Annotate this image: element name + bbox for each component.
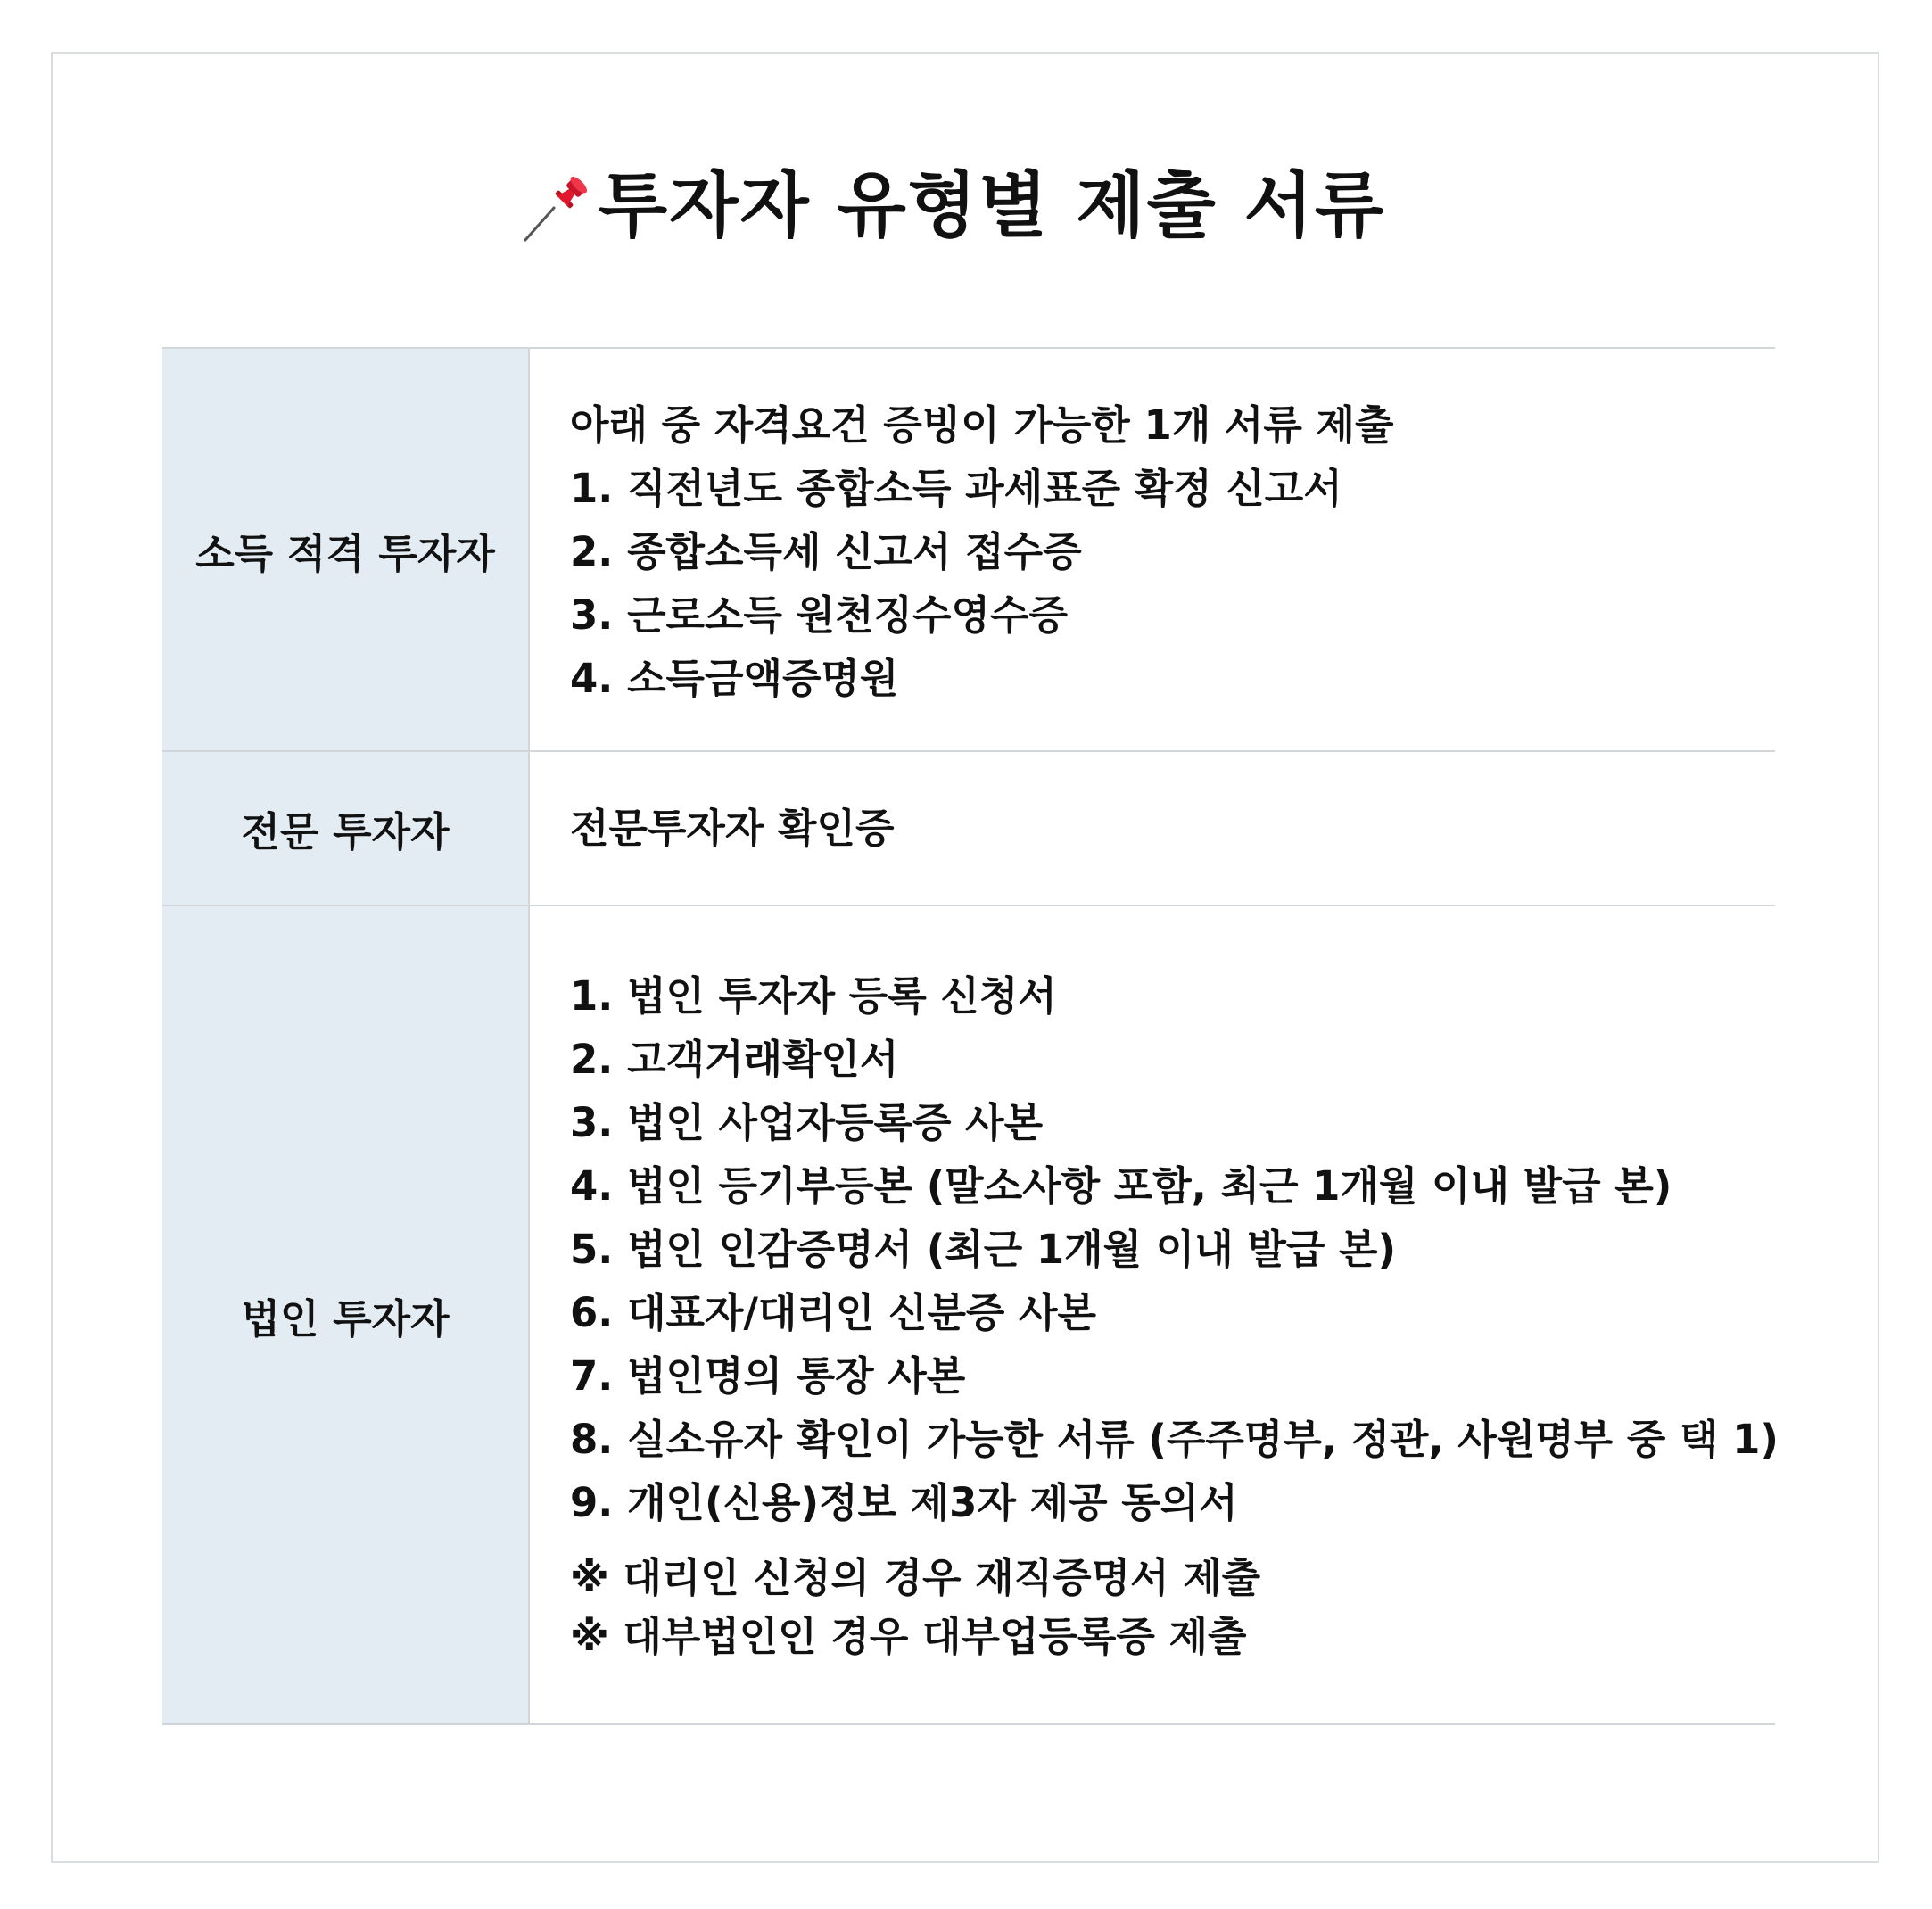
list-item: 8. 실소유자 확인이 가능한 서류 (주주명부, 정관, 사원명부 중 택 1) [570,1415,1779,1463]
title-row [0,157,1932,255]
row-content [530,349,1775,750]
notes [570,1549,1779,1666]
list-item: 3. 근로소득 원천징수영수증 [570,591,1068,639]
document-table [162,347,1779,1725]
row-label: 법인 투자자 [162,906,530,1723]
table-row-professional-investor [162,752,1775,906]
list-item: 7. 법인명의 통장 사본 [570,1351,966,1400]
list-item: 1. 직전년도 종합소득 과세표준 확정 신고서 [570,464,1342,512]
list-item: 2. 종합소득세 신고서 접수증 [570,527,1082,575]
row-label: 전문 투자자 [162,752,530,905]
table-row-income-investor [162,349,1775,752]
list-item: 아래 중 자격요건 증빙이 가능한 1개 서류 제출 [570,401,1394,449]
list-item: 4. 소득금액증명원 [570,654,899,702]
pushpin-icon [520,169,590,244]
list-item: 9. 개인(신용)정보 제3자 제공 동의서 [570,1478,1238,1526]
row-label: 소득 적격 투자자 [162,349,530,750]
row-content [530,906,1779,1723]
list-item: 3. 법인 사업자등록증 사본 [570,1098,1044,1146]
row-content [530,752,1775,905]
page-title: 투자자 유형별 제출 서류 [598,164,1386,247]
table-row-corporate-investor [162,906,1779,1725]
list-item: 1. 법인 투자자 등록 신청서 [570,971,1057,1020]
list-item: 전문투자자 확인증 [570,805,895,852]
list-item: 2. 고객거래확인서 [570,1035,899,1083]
list-item: 6. 대표자/대리인 신분증 사본 [570,1288,1097,1336]
list-item: 4. 법인 등기부등본 (말소사항 포함, 최근 1개월 이내 발급 본) [570,1161,1672,1210]
note-item: ※ 대부법인인 경우 대부업등록증 제출 [570,1612,1247,1660]
note-item: ※ 대리인 신청의 경우 재직증명서 제출 [570,1553,1261,1601]
list-item: 5. 법인 인감증명서 (최근 1개월 이내 발급 본) [570,1225,1397,1273]
